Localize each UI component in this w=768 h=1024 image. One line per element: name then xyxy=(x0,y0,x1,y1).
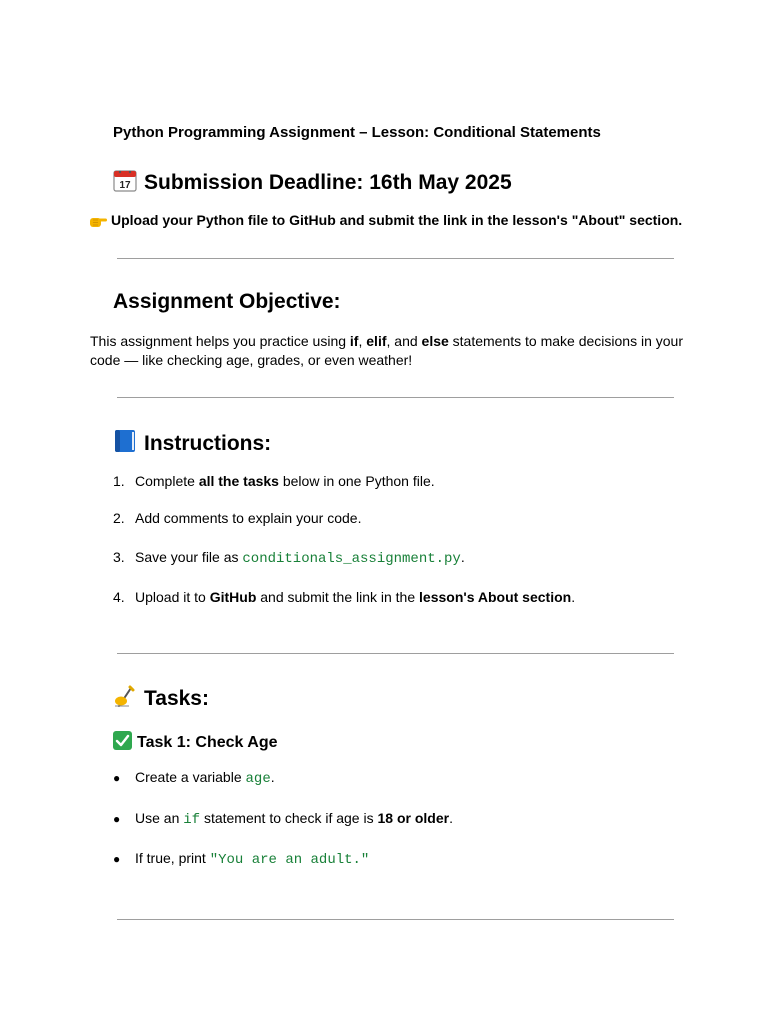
text-run: Create a variable xyxy=(135,769,246,785)
list-marker: 3. xyxy=(113,549,125,565)
objective-heading: Assignment Objective: xyxy=(113,290,341,313)
tasks-heading xyxy=(113,684,209,711)
blue-book-icon xyxy=(113,429,137,453)
bold-text: else xyxy=(421,333,449,349)
divider xyxy=(117,919,674,920)
inline-code: if xyxy=(183,812,201,828)
divider xyxy=(117,397,674,398)
task-bullet-item xyxy=(113,769,275,787)
task-bullet-text xyxy=(135,810,453,826)
instruction-text xyxy=(135,510,361,526)
bold-text: 18 or older xyxy=(377,810,450,826)
bullet-marker: ● xyxy=(113,852,121,866)
list-marker: 4. xyxy=(113,589,125,605)
text-run: Complete xyxy=(135,473,199,489)
text-run: below in one Python file. xyxy=(278,473,435,489)
text-run: Add comments to explain your code. xyxy=(135,510,362,526)
task-bullet-text xyxy=(135,769,275,785)
text-run: If true, print xyxy=(135,850,210,866)
task-bullet-item xyxy=(113,850,369,868)
text-run: . xyxy=(460,549,465,565)
task-bullet-text xyxy=(135,850,369,866)
instruction-item xyxy=(113,473,435,489)
inline-code: age xyxy=(245,771,271,787)
text-run: Upload it to xyxy=(135,589,210,605)
bold-text: GitHub xyxy=(209,589,257,605)
bold-text: if xyxy=(349,333,359,349)
task-bullet-item xyxy=(113,810,453,828)
bullet-marker: ● xyxy=(113,812,121,826)
instruction-item xyxy=(113,589,575,605)
bold-text: all the tasks xyxy=(198,473,279,489)
upload-note-text: Upload your Python file to GitHub and submit the link in the lesson's "About" section. xyxy=(111,212,683,228)
svg-text:17: 17 xyxy=(119,180,131,191)
tasks-heading-text: Tasks: xyxy=(144,687,209,710)
text-run: . xyxy=(449,810,453,826)
text-run: Use an xyxy=(135,810,184,826)
instruction-text xyxy=(135,589,575,605)
pointing-hand-icon xyxy=(90,213,107,228)
task1-heading-text: Task 1: Check Age xyxy=(137,734,278,751)
text-run: , xyxy=(358,333,367,349)
text-run: statements to make decisions in your code — like checking age, grades, or even weather! xyxy=(90,333,684,368)
deadline-heading xyxy=(113,168,512,195)
bold-text: elif xyxy=(366,333,387,349)
text-run: . xyxy=(571,589,576,605)
upload-note xyxy=(90,212,682,228)
inline-code: "You are an adult." xyxy=(209,852,370,868)
task1-heading xyxy=(113,731,278,752)
check-mark-icon xyxy=(113,731,132,750)
writing-hand-icon xyxy=(113,684,137,708)
text-run: and submit the link in the xyxy=(256,589,420,605)
bullet-marker: ● xyxy=(113,771,121,785)
text-run: Save your file as xyxy=(135,549,243,565)
bold-text: lesson's About section xyxy=(419,589,572,605)
document-title: Python Programming Assignment – Lesson: Conditional Statements xyxy=(113,124,601,141)
calendar-icon xyxy=(113,168,137,192)
instruction-item xyxy=(113,549,465,567)
instruction-text xyxy=(135,549,465,565)
objective-paragraph xyxy=(90,332,690,370)
instructions-heading-text: Instructions: xyxy=(144,432,272,455)
divider xyxy=(117,653,674,654)
list-marker: 1. xyxy=(113,473,125,489)
divider xyxy=(117,258,674,259)
text-run: , and xyxy=(386,333,422,349)
text-run: This assignment helps you practice using xyxy=(90,333,350,349)
instruction-item xyxy=(113,510,361,526)
instruction-text xyxy=(135,473,435,489)
text-run: . xyxy=(270,769,275,785)
text-run: statement to check if age is xyxy=(200,810,378,826)
list-marker: 2. xyxy=(113,510,125,526)
inline-code: conditionals_assignment.py xyxy=(242,551,461,567)
instructions-heading xyxy=(113,429,271,456)
deadline-heading-text: Submission Deadline: 16th May 2025 xyxy=(144,171,512,194)
